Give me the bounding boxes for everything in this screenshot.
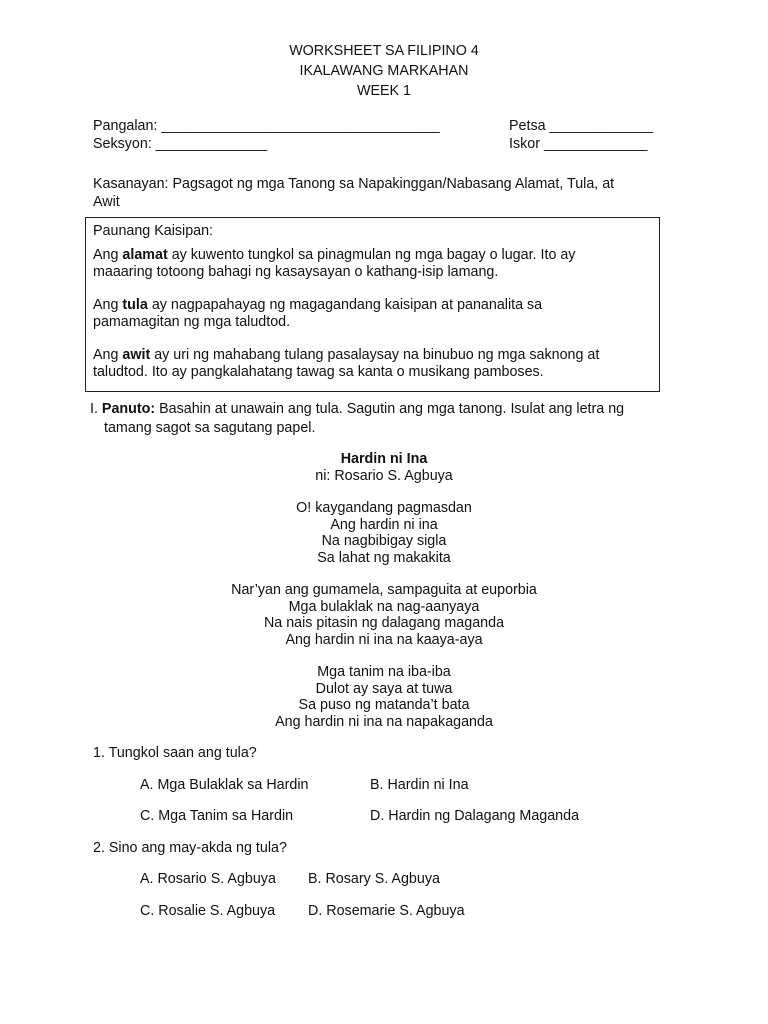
question-2-choice-c: C. Rosalie S. Agbuya — [140, 903, 276, 919]
awit-post: ay uri ng mahabang tulang pasalaysay na binubuo ng mga saknong at — [150, 347, 600, 363]
tula-pre: Ang — [93, 297, 123, 313]
skill-line-2: Awit — [93, 194, 120, 210]
directions-text: Basahin at unawain ang tula. Sagutin ang mga tanong. Isulat ang letra ng — [155, 401, 625, 417]
directions-label: Panuto: — [101, 401, 156, 417]
poem-author: ni: Rosario S. Agbuya — [315, 468, 453, 484]
tula-definition-line-1 — [93, 296, 542, 314]
question-2-choice-d: D. Rosemarie S. Agbuya — [308, 903, 465, 919]
stanza-3-line: Ang hardin ni ina na napakaganda — [275, 714, 493, 730]
directions-line-2: tamang sagot sa sagutang papel. — [104, 420, 316, 436]
awit-term: awit — [122, 347, 151, 363]
name-field: Pangalan: ___________________________________ — [93, 118, 440, 134]
alamat-definition-line-1 — [93, 246, 575, 264]
question-1-choice-c: C. Mga Tanim sa Hardin — [140, 808, 294, 824]
stanza-1-line: Sa lahat ng makakita — [317, 550, 451, 566]
stanza-3-line: Mga tanim na iba-iba — [317, 664, 451, 680]
score-field: Iskor _____________ — [509, 136, 648, 152]
alamat-definition-line-2: maaaring totoong bahagi ng kasaysayan o kathang-isip lamang. — [93, 264, 499, 280]
awit-pre: Ang — [93, 347, 123, 363]
stanza-2-line: Mga bulaklak na nag-aanyaya — [288, 599, 480, 615]
question-2-choice-b: B. Rosary S. Agbuya — [308, 871, 440, 887]
stanza-1-line: Ang hardin ni ina — [330, 517, 438, 533]
stanza-2-line: Ang hardin ni ina na kaaya-aya — [285, 632, 483, 648]
alamat-pre: Ang — [93, 247, 123, 263]
tula-post: ay nagpapahayag ng magagandang kaisipan at pananalita sa — [147, 297, 543, 313]
tula-term: tula — [122, 297, 148, 313]
alamat-term: alamat — [122, 247, 168, 263]
worksheet-title: WORKSHEET SA FILIPINO 4 — [289, 43, 479, 59]
directions-line-1 — [90, 400, 624, 418]
quarter-label: IKALAWANG MARKAHAN — [299, 63, 469, 79]
date-field: Petsa _____________ — [509, 118, 653, 134]
directions-number: I. — [90, 401, 102, 417]
alamat-post: ay kuwento tungkol sa pinagmulan ng mga bagay o lugar. Ito ay — [167, 247, 576, 263]
concept-box-title: Paunang Kaisipan: — [93, 223, 214, 239]
tula-definition-line-2: pamamagitan ng mga taludtod. — [93, 314, 291, 330]
stanza-2-line: Na nais pitasin ng dalagang maganda — [263, 615, 505, 631]
question-2: 2. Sino ang may-akda ng tula? — [93, 840, 287, 856]
poem-title: Hardin ni Ina — [340, 451, 428, 467]
question-1: 1. Tungkol saan ang tula? — [93, 745, 257, 761]
awit-definition-line-1 — [93, 346, 599, 364]
question-1-choice-d: D. Hardin ng Dalagang Maganda — [370, 808, 580, 824]
stanza-1-line: Na nagbibigay sigla — [321, 533, 447, 549]
question-1-choice-a: A. Mga Bulaklak sa Hardin — [140, 777, 309, 793]
stanza-2-line: Nar’yan ang gumamela, sampaguita at euporbia — [231, 582, 537, 598]
awit-definition-line-2: taludtod. Ito ay pangkalahatang tawag sa kanta o musikang pamboses. — [93, 364, 544, 380]
week-label: WEEK 1 — [356, 83, 412, 99]
stanza-1-line: O! kaygandang pagmasdan — [296, 500, 472, 516]
stanza-3-line: Dulot ay saya at tuwa — [315, 681, 453, 697]
section-field: Seksyon: ______________ — [93, 136, 268, 152]
skill-line-1: Kasanayan: Pagsagot ng mga Tanong sa Napakinggan/Nabasang Alamat, Tula, at — [93, 176, 615, 192]
question-1-choice-b: B. Hardin ni Ina — [370, 777, 469, 793]
question-2-choice-a: A. Rosario S. Agbuya — [140, 871, 276, 887]
stanza-3-line: Sa puso ng matanda’t bata — [298, 697, 470, 713]
